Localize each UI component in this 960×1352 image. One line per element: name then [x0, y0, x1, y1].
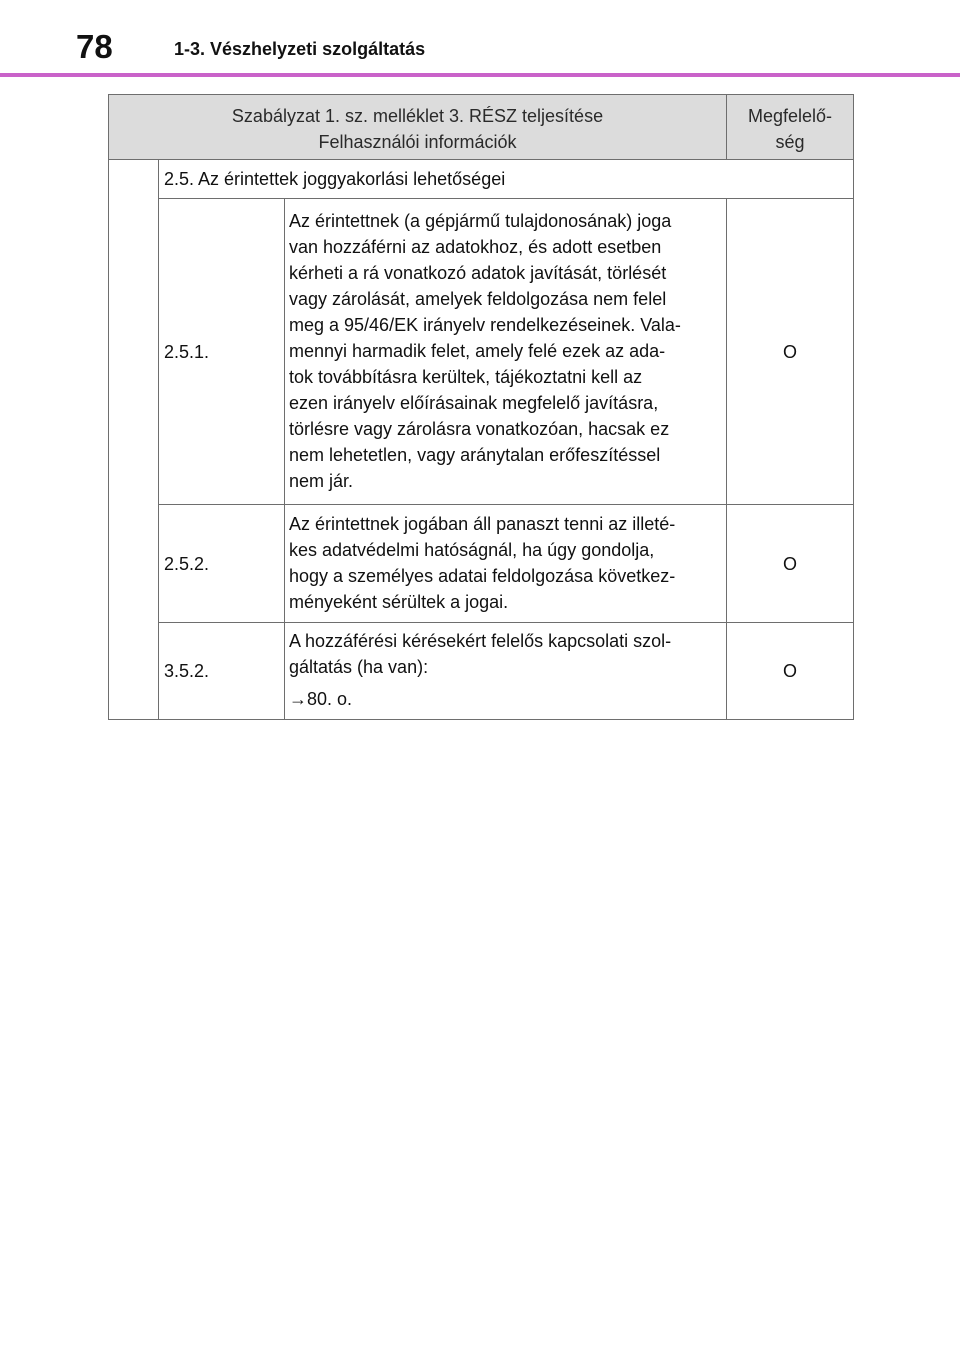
page-header	[0, 0, 960, 78]
description-line: meg a 95/46/EK irányelv rendelkezéseinek. Vala-	[289, 314, 681, 335]
row-id: 3.5.2.	[159, 623, 285, 720]
description-line: gáltatás (ha van):	[289, 657, 429, 677]
row-id: 2.5.2.	[159, 505, 285, 623]
description-line: tok továbbításra kerültek, tájékoztatni kell az	[289, 366, 643, 387]
compliance-table	[108, 94, 854, 720]
row-conformity: O	[727, 199, 854, 505]
row-conformity: O	[727, 623, 854, 720]
header-cell-requirement	[109, 95, 727, 160]
row-conformity: O	[727, 505, 854, 623]
header-rule	[0, 73, 960, 77]
description-line: nem lehetetlen, vagy aránytalan erőfeszítéssel	[289, 444, 661, 465]
row-description	[285, 505, 727, 623]
row-description	[285, 623, 727, 720]
description-line: hogy a személyes adatai feldolgozása következ-	[289, 565, 676, 586]
description-line: A hozzáférési kérésekért felelős kapcsolati szol-	[289, 631, 672, 651]
header-conformity-line2: ség	[775, 131, 805, 152]
header-requirement-line2: Felhasználói információk	[318, 131, 517, 152]
description-line: nem jár.	[289, 470, 354, 491]
page-reference: →80. o.	[289, 689, 353, 709]
row-description	[285, 199, 727, 505]
table-header-row	[109, 95, 854, 160]
description-line: vagy zárolását, amelyek feldolgozása nem felel	[289, 288, 667, 309]
description-line: van hozzáférni az adatokhoz, és adott esetben	[289, 236, 662, 257]
table-row	[109, 505, 854, 623]
table-row	[109, 199, 854, 505]
group-row	[109, 160, 854, 199]
indent-cell	[109, 160, 159, 720]
description-line: Az érintettnek jogában áll panaszt tenni az illeté-	[289, 513, 676, 534]
table-row	[109, 623, 854, 720]
description-line: ményeként sérültek a jogai.	[289, 591, 509, 612]
group-label: 2.5. Az érintettek joggyakorlási lehetőségei	[159, 160, 854, 199]
page-number: 78	[76, 28, 113, 65]
description-line: mennyi harmadik felet, amely felé ezek az ada-	[289, 340, 666, 361]
description-line: ezen irányelv előírásainak megfelelő javításra,	[289, 392, 659, 413]
header-requirement-line1: Szabályzat 1. sz. melléklet 3. RÉSZ teljesítése	[231, 105, 604, 126]
header-conformity-line1: Megfelelő-	[747, 105, 833, 126]
description-line: Az érintettnek (a gépjármű tulajdonosának) joga	[289, 210, 672, 231]
header-cell-conformity	[727, 95, 854, 160]
description-line: kérheti a rá vonatkozó adatok javítását, törlését	[289, 262, 667, 283]
row-id: 2.5.1.	[159, 199, 285, 505]
section-title: 1-3. Vészhelyzeti szolgáltatás	[174, 39, 426, 59]
description-line: törlésre vagy zárolásra vonatkozóan, hacsak ez	[289, 418, 670, 439]
description-line: kes adatvédelmi hatóságnál, ha úgy gondolja,	[289, 539, 655, 560]
